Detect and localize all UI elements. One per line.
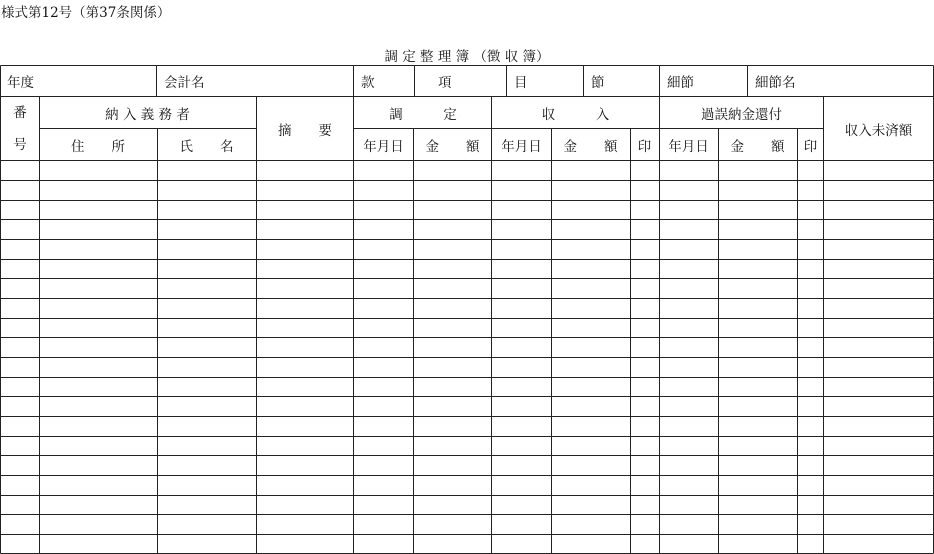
receipt-amount-header: 金 額: [563, 139, 618, 155]
receipt-date-header: 年月日: [501, 139, 542, 155]
number-column-header: 番 号: [13, 105, 27, 153]
kan-field: 款: [361, 75, 375, 91]
saisetsu-name-field: 細節名: [755, 75, 796, 91]
assessment-column-header: 調 定: [389, 107, 457, 123]
assessment-amount-header: 金 額: [425, 139, 480, 155]
refund-column-header: 過誤納金還付: [701, 107, 782, 123]
refund-date-header: 年月日: [668, 139, 709, 155]
kou-field: 項: [438, 75, 452, 91]
summary-column-header: 摘 要: [278, 123, 332, 139]
saisetsu-field: 細節: [667, 75, 694, 91]
moku-field: 目: [514, 75, 528, 91]
form-title: 調 定 整 理 簿 （徴 収 簿）: [384, 49, 550, 65]
assessment-date-header: 年月日: [363, 139, 404, 155]
refund-seal-header: 印: [803, 139, 818, 155]
setsu-field: 節: [591, 75, 605, 91]
receipt-column-header: 収 入: [541, 107, 610, 123]
obligor-column-header: 納 入 義 務 者: [105, 107, 190, 123]
address-column-header: 住 所: [71, 139, 125, 155]
unpaid-balance-column-header: 収入未済額: [844, 123, 913, 139]
form-number-label: 様式第12号（第37条関係）: [1, 5, 171, 21]
account-name-field: 会計名: [164, 75, 205, 91]
name-column-header: 氏 名: [179, 139, 234, 155]
fiscal-year-field: 年度: [7, 75, 34, 91]
receipt-seal-header: 印: [637, 139, 652, 155]
refund-amount-header: 金 額: [730, 139, 785, 155]
